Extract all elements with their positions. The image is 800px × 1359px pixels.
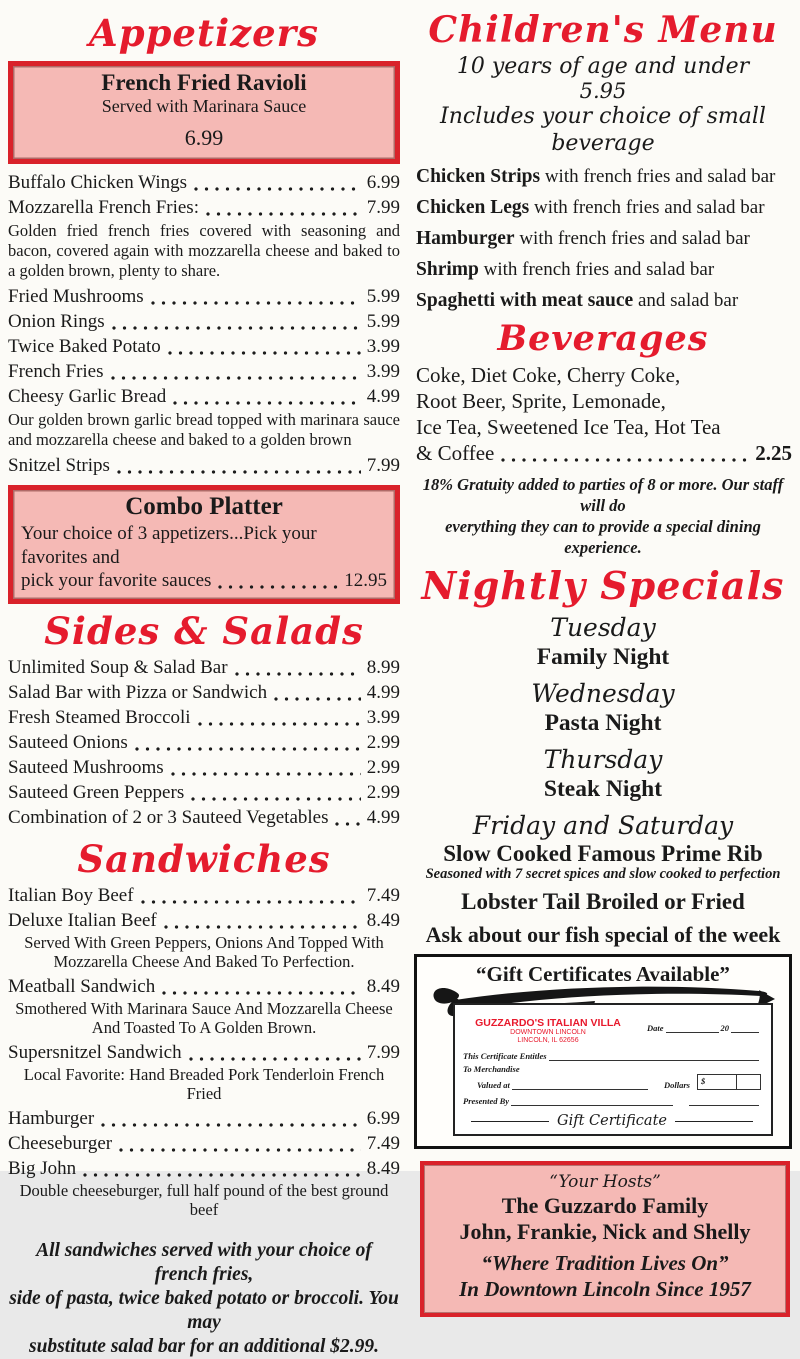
gratuity-line: 18% Gratuity added to parties of 8 or more. Our staff will do	[422, 474, 784, 515]
item-name: Sauteed Green Peppers	[8, 781, 185, 803]
special-name: Steak Night	[543, 776, 663, 803]
special-name: Family Night	[536, 644, 670, 671]
childrens-menu-item	[414, 259, 792, 281]
item-price: 8.49	[366, 975, 400, 997]
item-detail: with french fries and salad bar	[533, 196, 765, 218]
presented-label: Presented By	[463, 1096, 510, 1107]
dot-leader	[164, 925, 361, 929]
childrens-age-line: 10 years of age and under	[456, 53, 750, 79]
entitles-label: This Certificate Entitles	[463, 1051, 547, 1062]
footnote-line: substitute salad bar for an additional $2.99.	[29, 1335, 379, 1357]
dollar-amount-box	[697, 1074, 761, 1090]
item-price: 2.99	[366, 781, 400, 803]
dot-leader	[171, 772, 361, 776]
appetizers-heading: Appetizers	[88, 11, 319, 55]
combo-platter-price: 12.95	[344, 570, 387, 592]
dot-leader	[335, 822, 360, 826]
dot-leader	[194, 187, 361, 191]
gratuity-note	[414, 474, 792, 558]
blank-line	[511, 1097, 673, 1106]
valued-line	[463, 1074, 761, 1090]
item-name: Cheesy Garlic Bread	[8, 385, 167, 407]
item-price: 7.99	[366, 454, 400, 476]
item-name: Big John	[8, 1157, 77, 1179]
item-name: Fried Mushrooms	[8, 285, 144, 307]
item-price: 4.99	[366, 806, 400, 828]
menu-item-row	[8, 883, 400, 908]
valued-label: Valued at	[477, 1080, 510, 1091]
special-day: Friday and Saturday	[472, 811, 734, 841]
featured-item-box	[8, 61, 400, 164]
featured-item-subtitle: Served with Marinara Sauce	[101, 96, 307, 117]
combo-platter-price-row	[21, 569, 387, 593]
item-description: Our golden brown garlic bread topped with marinara sauce and mozzarella cheese and baked to a golden brown	[8, 409, 400, 449]
restaurant-name: GUZZARDO'S ITALIAN VILLA	[475, 1017, 621, 1030]
beverages-line: Root Beer, Sprite, Lemonade,	[416, 388, 666, 413]
combo-platter-line: pick your favorite sauces	[21, 570, 212, 592]
item-name: Snitzel Strips	[8, 454, 110, 476]
beverages-heading: Beverages	[497, 317, 709, 359]
lobster-special: Lobster Tail Broiled or Fried	[461, 889, 745, 915]
combo-platter-box	[8, 485, 400, 604]
gratuity-line: everything they can to provide a special dining experience.	[445, 516, 761, 557]
item-price: 8.99	[366, 656, 400, 678]
childrens-price: 5.95	[579, 78, 627, 103]
restaurant-address: DOWNTOWN LINCOLN	[510, 1029, 586, 1037]
item-name: Mozzarella French Fries:	[8, 196, 199, 218]
menu-item-row	[8, 170, 400, 195]
item-name: Chicken Legs	[416, 196, 530, 218]
menu-item-row	[8, 1131, 400, 1156]
dot-leader	[101, 1123, 361, 1127]
item-name: French Fries	[8, 360, 104, 382]
footnote-line: side of pasta, twice baked potato or broccoli. You may	[9, 1287, 399, 1333]
item-name: Hamburger	[8, 1107, 95, 1129]
dot-leader	[501, 458, 749, 462]
dot-leader	[198, 722, 361, 726]
menu-item-row	[8, 384, 400, 409]
item-name: Deluxe Italian Beef	[8, 909, 157, 931]
prime-rib-special: Slow Cooked Famous Prime Rib	[443, 841, 763, 867]
date-line	[647, 1023, 761, 1033]
item-price: 8.49	[366, 1157, 400, 1179]
item-name: Hamburger	[416, 227, 515, 249]
beverages-coffee-label: & Coffee	[416, 440, 495, 465]
beverages-line: Coke, Diet Coke, Cherry Coke,	[416, 362, 681, 387]
fish-special-note: Ask about our fish special of the week	[425, 922, 781, 948]
item-name: Twice Baked Potato	[8, 335, 161, 357]
dot-leader	[206, 212, 361, 216]
item-name: Unlimited Soup & Salad Bar	[8, 656, 228, 678]
dot-leader	[135, 747, 361, 751]
beverages-price: 2.25	[755, 440, 792, 465]
combo-platter-line: Your choice of 3 appetizers...Pick your favorites and	[21, 522, 317, 568]
item-price: 7.99	[366, 1041, 400, 1063]
gift-certificate-script: Gift Certificate	[557, 1113, 667, 1130]
menu-item-row	[8, 1106, 400, 1131]
special-day: Tuesday	[550, 613, 656, 643]
item-price: 5.99	[366, 285, 400, 307]
item-name: Italian Boy Beef	[8, 884, 134, 906]
menu-item-row	[8, 680, 400, 705]
item-price: 6.99	[366, 171, 400, 193]
special-day: Wednesday	[531, 679, 675, 709]
item-name: Buffalo Chicken Wings	[8, 171, 188, 193]
gift-certificate-box	[414, 954, 792, 1149]
sandwiches-heading: Sandwiches	[77, 836, 331, 881]
right-column	[414, 4, 796, 1302]
dot-leader	[168, 351, 361, 355]
item-description: Smothered With Marinara Sauce And Mozzarella Cheese And Toasted To A Golden Brown.	[15, 998, 393, 1037]
cents-cell	[737, 1075, 760, 1089]
special-day: Thursday	[543, 745, 663, 775]
item-description: Golden fried french fries covered with seasoning and bacon, covered again with mozzarella cheese and baked to a golden brown, plenty to share.	[8, 220, 400, 280]
item-name: Sauteed Mushrooms	[8, 756, 164, 778]
blank-line	[689, 1097, 759, 1106]
dot-leader	[274, 697, 361, 701]
menu-item-row	[8, 453, 400, 478]
dot-leader	[117, 470, 361, 474]
menu-item-row	[8, 284, 400, 309]
item-description: Double cheeseburger, full half pound of the best ground beef	[19, 1180, 389, 1219]
blank-line	[731, 1024, 759, 1033]
dot-leader	[141, 900, 361, 904]
sandwich-footnote	[8, 1239, 400, 1359]
menu-item-row	[8, 805, 400, 830]
item-description: Served With Green Peppers, Onions And Topped With Mozzarella Cheese And Baked To Perfection.	[24, 932, 384, 971]
childrens-menu-item	[414, 290, 792, 312]
item-name: Spaghetti with meat sauce	[416, 289, 634, 311]
featured-item-name: French Fried Ravioli	[101, 69, 307, 95]
footnote-line: All sandwiches served with your choice of french fries,	[36, 1239, 372, 1285]
item-price: 8.49	[366, 909, 400, 931]
item-name: Chicken Strips	[416, 165, 541, 187]
menu-item-row	[8, 655, 400, 680]
featured-item-price: 6.99	[184, 124, 224, 150]
childrens-menu-item	[414, 197, 792, 219]
childrens-menu-item	[414, 166, 792, 188]
menu-item-row	[8, 730, 400, 755]
menu-item-row	[8, 705, 400, 730]
dot-leader	[189, 1057, 361, 1061]
menu-item-row	[8, 780, 400, 805]
certificate-footer	[463, 1113, 761, 1129]
divider-line	[675, 1121, 753, 1122]
item-name: Salad Bar with Pizza or Sandwich	[8, 681, 268, 703]
dot-leader	[173, 401, 360, 405]
item-name: Shrimp	[416, 258, 479, 280]
item-name: Onion Rings	[8, 310, 105, 332]
item-price: 7.99	[366, 196, 400, 218]
item-name: Meatball Sandwich	[8, 975, 156, 997]
item-price: 4.99	[366, 681, 400, 703]
since-line: In Downtown Lincoln Since 1957	[459, 1277, 751, 1302]
prime-rib-description: Seasoned with 7 secret spices and slow cooked to perfection	[425, 866, 781, 883]
dot-leader	[83, 1173, 361, 1177]
dollars-label: Dollars	[664, 1080, 690, 1091]
item-price: 3.99	[366, 706, 400, 728]
dot-leader	[218, 585, 338, 589]
childrens-menu-heading: Children's Menu	[428, 9, 778, 51]
item-price: 4.99	[366, 385, 400, 407]
item-detail: with french fries and salad bar	[544, 165, 776, 187]
menu-item-row	[8, 1040, 400, 1065]
menu-item-row	[8, 908, 400, 933]
certificate-brand-block	[463, 1017, 633, 1045]
presented-line	[463, 1096, 761, 1106]
gift-certificate-form	[453, 1003, 773, 1136]
dollar-sign: $	[698, 1075, 737, 1089]
item-name: Fresh Steamed Broccoli	[8, 706, 191, 728]
dot-leader	[151, 301, 361, 305]
menu-item-row	[8, 974, 400, 999]
beverages-line: Ice Tea, Sweetened Ice Tea, Hot Tea	[416, 414, 721, 439]
item-description: Local Favorite: Hand Breaded Pork Tenderloin French Fried	[23, 1064, 385, 1103]
blank-line	[666, 1024, 719, 1033]
item-price: 2.99	[366, 756, 400, 778]
dot-leader	[235, 672, 361, 676]
blank-line	[549, 1052, 759, 1061]
gift-certificates-header: “Gift Certificates Available”	[476, 962, 730, 987]
dot-leader	[191, 797, 361, 801]
blank-line	[512, 1081, 648, 1090]
hosts-box	[420, 1161, 790, 1317]
item-name: Combination of 2 or 3 Sauteed Vegetables	[8, 806, 329, 828]
dot-leader	[162, 991, 361, 995]
item-price: 3.99	[366, 360, 400, 382]
item-price: 6.99	[366, 1107, 400, 1129]
item-name: Cheeseburger	[8, 1132, 113, 1154]
motto: “Where Tradition Lives On”	[481, 1251, 729, 1276]
year-label: 20	[720, 1023, 729, 1034]
menu-item-row	[8, 1156, 400, 1181]
menu-item-row	[8, 359, 400, 384]
childrens-beverage-line: Includes your choice of small beverage	[440, 103, 766, 156]
host-family: The Guzzardo Family	[501, 1193, 709, 1219]
menu-item-row	[8, 755, 400, 780]
merchandise-label: To Merchandise	[463, 1064, 520, 1075]
dot-leader	[111, 376, 361, 380]
divider-line	[471, 1121, 549, 1122]
certificate-top-row	[463, 1009, 761, 1045]
item-detail: with french fries and salad bar	[483, 258, 715, 280]
dot-leader	[112, 326, 361, 330]
item-name: Sauteed Onions	[8, 731, 128, 753]
special-name: Pasta Night	[544, 710, 662, 737]
your-hosts-heading: “Your Hosts”	[549, 1172, 661, 1193]
entitles-line	[463, 1051, 761, 1061]
item-detail: with french fries and salad bar	[519, 227, 750, 249]
item-price: 2.99	[366, 731, 400, 753]
host-names: John, Frankie, Nick and Shelly	[459, 1219, 751, 1245]
item-name: Supersnitzel Sandwich	[8, 1041, 182, 1063]
nightly-specials-heading: Nightly Specials	[421, 562, 785, 608]
item-price: 7.49	[366, 884, 400, 906]
item-price: 7.49	[366, 1132, 400, 1154]
beverages-price-row	[414, 440, 792, 466]
restaurant-address: LINCOLN, IL 62656	[517, 1037, 579, 1045]
date-label: Date	[647, 1023, 664, 1034]
menu-item-row	[8, 334, 400, 359]
childrens-menu-item	[414, 228, 792, 250]
item-price: 3.99	[366, 335, 400, 357]
menu-item-row	[8, 195, 400, 220]
combo-platter-title: Combo Platter	[125, 492, 283, 520]
left-column	[8, 4, 400, 1357]
item-price: 5.99	[366, 310, 400, 332]
item-detail: and salad bar	[637, 289, 739, 311]
menu-item-row	[8, 309, 400, 334]
sides-salads-heading: Sides & Salads	[44, 609, 364, 654]
dot-leader	[119, 1148, 361, 1152]
